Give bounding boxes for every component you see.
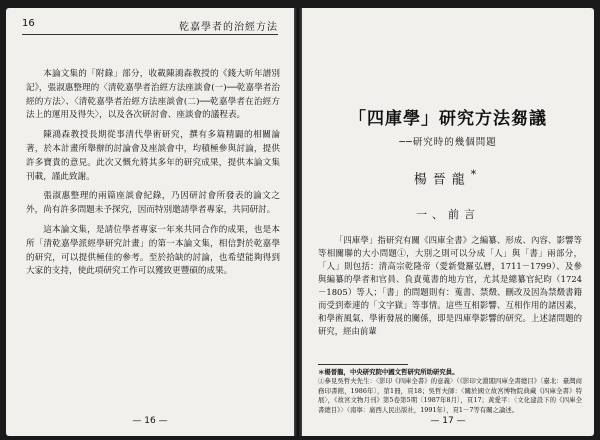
left-page-footer: — 16 — <box>132 416 168 426</box>
running-head-title: 乾嘉學者的治經方法 <box>179 22 278 33</box>
page-number: 16 <box>22 18 35 29</box>
footnotes <box>318 368 582 415</box>
author-name: 楊晉龍 <box>413 172 471 188</box>
footnote-divider <box>318 364 408 365</box>
article-title: 「四庫學」研究方法芻議 <box>349 109 547 129</box>
left-body-text <box>26 68 280 285</box>
running-header <box>22 18 278 35</box>
author-footnote: ＊楊晉龍，中央研究院中國文哲研究所助研究員。 <box>318 368 459 376</box>
book-gutter <box>294 8 302 436</box>
paragraph: 陳鴻森教授長期從事清代學術研究，撰有多篇精闢的相關論著，於本計畫所舉辦的討論會及座談會中，均積極參與討論，提供許多寶貴的意見。此次又慨允將其多年的研究成果，提供本論文集刊載，謹此致謝。 <box>26 130 280 182</box>
paragraph: 「四庫學」指研究有關《四庫全書》之編纂、形成、內容、影響等等相關聯的大小問題①，大別之則可以分成「人」與「書」兩部分，「人」則包括：清高宗乾隆帝（愛新覺羅弘曆，1711－1799）、及參與編纂的學者和官員、負責蒐書的地方官，尤其是總纂官紀昀（1724－1805）等人；「書」的問題則有：蒐書、禁燬、刪改及因為禁燬書籍而受到牽連的「文字獄」等事情。這些互相影響、互相作用的諸因素，和學術風氣、學術發展的關係，即是四庫學影響的研究。上述諸問題的研究，經由前輩 <box>318 235 582 336</box>
author-line <box>302 168 594 187</box>
paragraph: 本論文集的「附錄」部分，收載陳鴻森教授的《錢大昕年譜別記》，張淑惠整理的〈清乾嘉學者治經方法座談會(一)──乾嘉學者治經的方法〉、〈清乾嘉學者治經方法座談會(二)──乾嘉學者在治經方法上的運用及得失〉，以及各次研討會、座談會的議程表。 <box>26 69 280 121</box>
footnote: ①參見吳哲夫先生：〈影印《四庫全書》的意義〉（《影印文淵閣四庫全書總目》〔臺北：臺灣商務印書館，1986年〕，第1冊，頁18；吳哲夫師：〈關於國立故宮博物院典藏《四庫全書》特展〉，《故宮文物月刊》第5卷第5期〔1987年8月〕，頁17；黃愛平：〈文化建設下的《四庫全書總目》〉（南寧：廣西人民出版社，1991年），頁1－7等有關之論述。 <box>318 377 582 414</box>
right-page <box>302 8 594 436</box>
article-subtitle: ──研究時的幾個問題 <box>399 137 497 148</box>
paragraph: 張淑惠整理的兩篇座談會紀錄，乃因研討會所發表的論文之外，尚有許多問題未予探究，因而特別邀請學者專家，共同研討。 <box>26 191 280 216</box>
paragraph: 這本論文集，是請位學者專家一年來共同合作的成果，也是本所「清乾嘉學派經學研究計畫」的第一本論文集，相信對於乾嘉學的研究，可以提供極佳的參考。至於拾缺的討論，也希望能夠得到大家的支持，使此項研究工作可以獲致更豐碩的成果。 <box>26 224 280 277</box>
right-page-footer: — 17 — <box>430 416 466 426</box>
left-page <box>6 8 294 436</box>
section-heading: 一、前言 <box>416 208 480 221</box>
author-footnote-mark: * <box>470 168 483 181</box>
right-body-text <box>318 234 582 338</box>
